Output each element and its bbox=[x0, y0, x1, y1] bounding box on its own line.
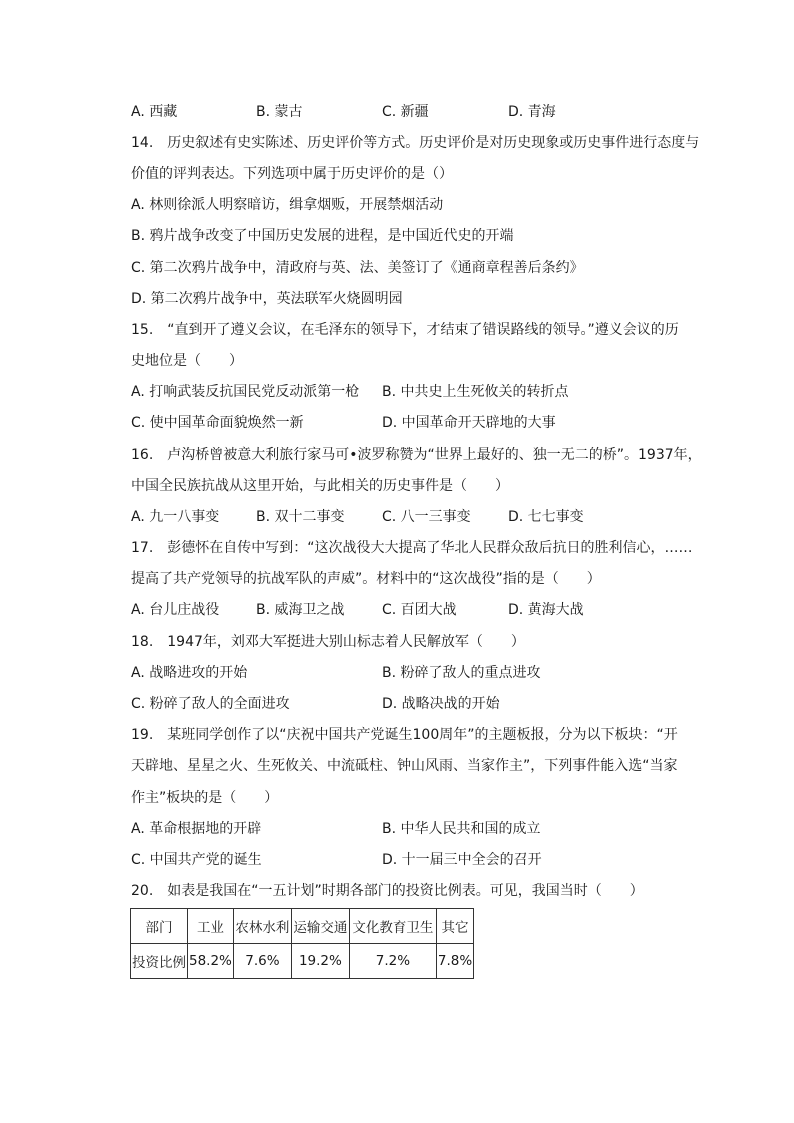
q17-stem-line1: 17. 彭德怀在自传中写到：“这次战役大大提高了华北人民群众敌后抗日的胜利信心，…… bbox=[131, 540, 693, 556]
q17-option-a: A. 台儿庄战役 bbox=[131, 602, 220, 618]
table-row bbox=[131, 909, 474, 944]
q18-option-a: A. 战略进攻的开始 bbox=[131, 665, 248, 681]
q19-option-b: B. 中华人民共和国的成立 bbox=[382, 821, 541, 837]
table-cell: 工业 bbox=[188, 909, 234, 944]
q14-stem-line2: 价值的评判表达。下列选项中属于历史评价的是（） bbox=[131, 166, 453, 182]
q16-stem-line1: 16. 卢沟桥曾被意大利旅行家马可•波罗称赞为“世界上最好的、独一无二的桥”。1937年， bbox=[131, 447, 702, 463]
q19-stem-line3: 作主”板块的是（ ） bbox=[131, 790, 279, 806]
q17-option-c: C. 百团大战 bbox=[382, 602, 457, 618]
table-cell: 7.8% bbox=[436, 944, 473, 979]
q16-option-a: A. 九一八事变 bbox=[131, 509, 220, 525]
q15-option-d: D. 中国革命开天辟地的大事 bbox=[382, 415, 556, 431]
q20-stem-line1: 20. 如表是我国在“一五计划”时期各部门的投资比例表。可见，我国当时（ ） bbox=[131, 883, 644, 899]
q17-option-b: B. 威海卫之战 bbox=[256, 602, 345, 618]
q17-option-d: D. 黄海大战 bbox=[508, 602, 584, 618]
table-cell: 文化教育卫生 bbox=[349, 909, 436, 944]
q15-option-c: C. 使中国革命面貌焕然一新 bbox=[131, 415, 304, 431]
table-cell: 运输交通 bbox=[291, 909, 349, 944]
q15-stem-line2: 史地位是（ ） bbox=[131, 353, 243, 369]
q19-stem-line1: 19. 某班同学创作了以“庆祝中国共产党诞生100周年”的主题板报，分为以下板块：“开 bbox=[131, 727, 678, 743]
q15-option-b: B. 中共史上生死攸关的转折点 bbox=[382, 384, 569, 400]
q18-option-c: C. 粉碎了敌人的全面进攻 bbox=[131, 696, 290, 712]
q16-option-c: C. 八一三事变 bbox=[382, 509, 471, 525]
q13-option-a: A. 西藏 bbox=[131, 104, 178, 120]
q16-stem-line2: 中国全民族抗战从这里开始，与此相关的历史事件是（ ） bbox=[131, 478, 509, 494]
q19-stem-line2: 天辟地、星星之火、生死攸关、中流砥柱、钟山风雨、当家作主”，下列事件能入选“当家 bbox=[131, 758, 678, 774]
q14-option-a: A. 林则徐派人明察暗访，缉拿烟贩，开展禁烟活动 bbox=[131, 197, 444, 213]
q18-option-d: D. 战略决战的开始 bbox=[382, 696, 500, 712]
q14-option-d: D. 第二次鸦片战争中，英法联军火烧圆明园 bbox=[131, 291, 403, 307]
q19-option-d: D. 十一届三中全会的召开 bbox=[382, 852, 542, 868]
q16-option-d: D. 七七事变 bbox=[508, 509, 584, 525]
q16-option-b: B. 双十二事变 bbox=[256, 509, 345, 525]
table-cell: 58.2% bbox=[188, 944, 234, 979]
q14-option-c: C. 第二次鸦片战争中，清政府与英、法、美签订了《通商章程善后条约》 bbox=[131, 260, 584, 276]
q18-stem-line1: 18. 1947年，刘邓大军挺进大别山标志着人民解放军（ ） bbox=[131, 634, 525, 650]
table-row bbox=[131, 944, 474, 979]
table-cell: 7.2% bbox=[349, 944, 436, 979]
investment-table bbox=[130, 908, 474, 979]
q14-stem-line1: 14. 历史叙述有史实陈述、历史评价等方式。历史评价是对历史现象或历史事件进行态度与 bbox=[131, 135, 700, 151]
table-cell: 19.2% bbox=[291, 944, 349, 979]
q15-option-a: A. 打响武装反抗国民党反动派第一枪 bbox=[131, 384, 360, 400]
q17-stem-line2: 提高了共产党领导的抗战军队的声威”。材料中的“这次战役”指的是（ ） bbox=[131, 571, 601, 587]
table-cell: 投资比例 bbox=[131, 944, 188, 979]
table-cell: 7.6% bbox=[233, 944, 291, 979]
q19-option-a: A. 革命根据地的开辟 bbox=[131, 821, 262, 837]
table-cell: 部门 bbox=[131, 909, 188, 944]
q13-option-d: D. 青海 bbox=[508, 104, 556, 120]
q19-option-c: C. 中国共产党的诞生 bbox=[131, 852, 262, 868]
q14-option-b: B. 鸦片战争改变了中国历史发展的进程，是中国近代史的开端 bbox=[131, 228, 514, 244]
q15-stem-line1: 15. “直到开了遵义会议，在毛泽东的领导下，才结束了错误路线的领导。”遵义会议的历 bbox=[131, 322, 679, 338]
table-cell: 农林水利 bbox=[233, 909, 291, 944]
q18-option-b: B. 粉碎了敌人的重点进攻 bbox=[382, 665, 541, 681]
q13-option-b: B. 蒙古 bbox=[256, 104, 303, 120]
q13-option-c: C. 新疆 bbox=[382, 104, 429, 120]
table-cell: 其它 bbox=[436, 909, 473, 944]
